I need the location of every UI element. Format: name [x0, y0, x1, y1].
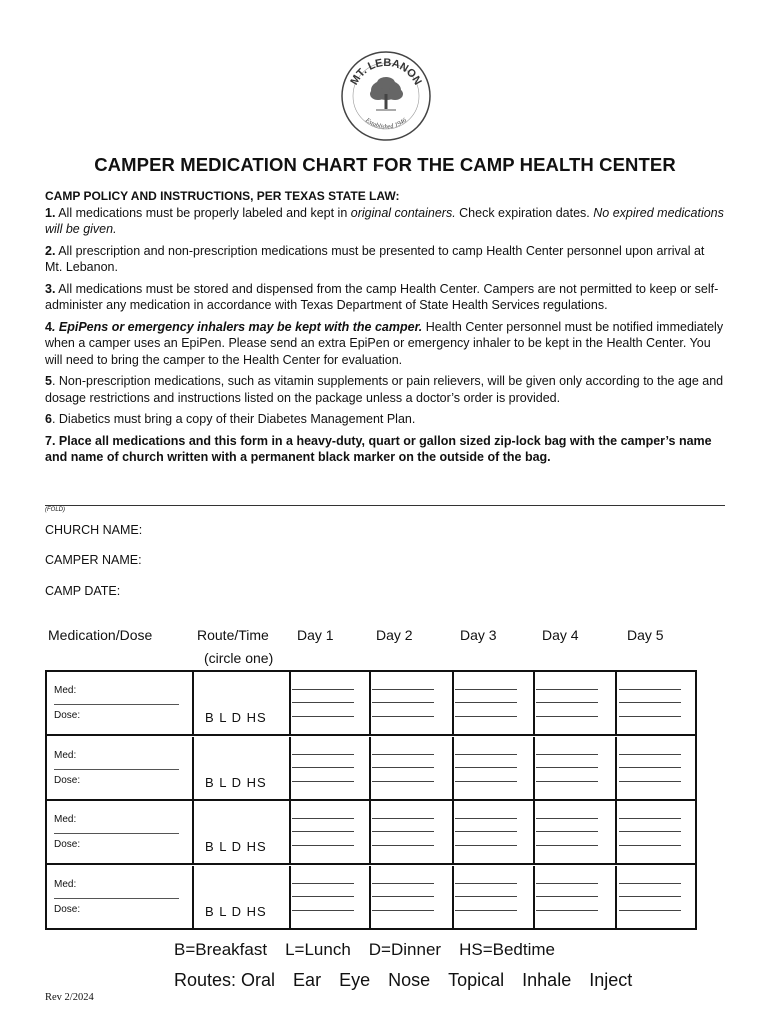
- cell-divider: [452, 866, 454, 930]
- policy-item-7: 7. Place all medications and this form in a heavy-duty, quart or gallon sized zip-lock bag with the camper’s name and name of church written with a permanent black marker on the outside of the bag.: [45, 433, 712, 464]
- route-eye: Eye: [339, 970, 371, 990]
- day-entry-line[interactable]: [536, 818, 598, 819]
- day-entry-line[interactable]: [536, 716, 598, 717]
- policy-item-number: 2.: [45, 243, 56, 258]
- policy-item-number: 4: [45, 319, 52, 334]
- day-entry-line[interactable]: [619, 716, 681, 717]
- dose-label: Dose:: [54, 710, 81, 721]
- day-entry-line[interactable]: [292, 818, 354, 819]
- cell-divider: [192, 672, 194, 734]
- day-entry-line[interactable]: [292, 845, 354, 846]
- day-entry-line[interactable]: [536, 702, 598, 703]
- col-header-day-3: Day 3: [460, 627, 497, 643]
- cell-divider: [615, 866, 617, 930]
- day-entry-line[interactable]: [455, 716, 517, 717]
- cell-divider: [369, 672, 371, 734]
- day-entry-line[interactable]: [536, 883, 598, 884]
- day-entry-line[interactable]: [455, 845, 517, 846]
- day-entry-line[interactable]: [455, 689, 517, 690]
- camp-logo: [340, 50, 432, 142]
- day-entry-line[interactable]: [619, 818, 681, 819]
- day-entry-line[interactable]: [372, 767, 434, 768]
- day-entry-line[interactable]: [455, 896, 517, 897]
- cell-divider: [615, 737, 617, 799]
- route-legend: [174, 970, 650, 991]
- time-options[interactable]: B L D HS: [205, 774, 267, 790]
- table-row: [47, 672, 695, 736]
- table-row: [47, 866, 695, 930]
- med-entry-line[interactable]: [54, 833, 179, 834]
- policy-item-5: 5. Non-prescription medications, such as vitamin supplements or pain relievers, will be given only according to the age and dosage restrictions and instructions listed on the package unless a doctor’s order is provided.: [45, 374, 724, 405]
- day-entry-line[interactable]: [455, 818, 517, 819]
- time-legend: [174, 940, 573, 960]
- fold-label: (FOLD): [45, 507, 65, 513]
- med-label: Med:: [54, 878, 77, 890]
- day-entry-line[interactable]: [455, 883, 517, 884]
- day-entry-line[interactable]: [619, 831, 681, 832]
- day-entry-line[interactable]: [372, 702, 434, 703]
- policy-item-1: 1. All medications must be properly labeled and kept in original containers. Check expiration dates. No expired medications will be given.: [45, 205, 724, 236]
- legend-lunch: L=Lunch: [285, 940, 351, 959]
- col-header-day-1: Day 1: [297, 627, 334, 643]
- cell-divider: [369, 737, 371, 799]
- day-entry-line[interactable]: [455, 831, 517, 832]
- day-entry-line[interactable]: [292, 781, 354, 782]
- col-header-day-4: Day 4: [542, 627, 579, 643]
- cell-divider: [289, 672, 291, 734]
- day-entry-line[interactable]: [292, 716, 354, 717]
- day-entry-line[interactable]: [372, 754, 434, 755]
- day-entry-line[interactable]: [455, 754, 517, 755]
- med-label: Med:: [54, 685, 77, 696]
- day-entry-line[interactable]: [372, 818, 434, 819]
- legend-bedtime: HS=Bedtime: [459, 940, 555, 959]
- cell-divider: [192, 737, 194, 799]
- cell-divider: [289, 801, 291, 863]
- dose-label: Dose:: [54, 774, 81, 786]
- cell-divider: [615, 672, 617, 734]
- day-entry-line[interactable]: [292, 910, 354, 911]
- med-label: Med:: [54, 749, 77, 761]
- cell-divider: [369, 801, 371, 863]
- cell-divider: [452, 737, 454, 799]
- day-entry-line[interactable]: [372, 781, 434, 782]
- camp-date-field[interactable]: CAMP DATE:: [45, 584, 121, 598]
- col-header-route-sub: (circle one): [204, 650, 274, 666]
- col-header-route: Route/Time: [197, 627, 269, 643]
- legend-breakfast: B=Breakfast: [174, 940, 268, 959]
- day-entry-line[interactable]: [455, 702, 517, 703]
- fold-divider: [45, 505, 725, 506]
- day-entry-line[interactable]: [619, 910, 681, 911]
- col-header-day-2: Day 2: [376, 627, 413, 643]
- day-entry-line[interactable]: [619, 754, 681, 755]
- day-entry-line[interactable]: [292, 883, 354, 884]
- policy-item-number: 3.: [45, 281, 56, 296]
- day-entry-line[interactable]: [372, 716, 434, 717]
- route-topical: Topical: [448, 970, 505, 990]
- day-entry-line[interactable]: [372, 910, 434, 911]
- day-entry-line[interactable]: [619, 896, 681, 897]
- policy-heading: CAMP POLICY AND INSTRUCTIONS, PER TEXAS STATE LAW:: [45, 189, 400, 203]
- day-entry-line[interactable]: [536, 689, 598, 690]
- table-row: [47, 737, 695, 801]
- day-entry-line[interactable]: [536, 910, 598, 911]
- day-entry-line[interactable]: [536, 831, 598, 832]
- dose-label: Dose:: [54, 903, 81, 915]
- cell-divider: [533, 801, 535, 863]
- policy-item-number: 7: [45, 433, 52, 448]
- day-entry-line[interactable]: [372, 831, 434, 832]
- time-options[interactable]: B L D HS: [205, 710, 267, 725]
- policy-item-3: 3. All medications must be stored and dispensed from the camp Health Center. Campers are not permitted to keep or self-administer any medication in accordance with Texas Department of State Health Services regulations.: [45, 281, 719, 312]
- col-header-day-5: Day 5: [627, 627, 664, 643]
- cell-divider: [452, 801, 454, 863]
- med-label: Med:: [54, 814, 77, 825]
- day-entry-line[interactable]: [372, 845, 434, 846]
- time-options[interactable]: B L D HS: [205, 839, 267, 854]
- church-name-field[interactable]: CHURCH NAME:: [45, 523, 143, 537]
- day-entry-line[interactable]: [455, 910, 517, 911]
- day-entry-line[interactable]: [292, 702, 354, 703]
- day-entry-line[interactable]: [292, 896, 354, 897]
- day-entry-line[interactable]: [536, 896, 598, 897]
- route-nose: Nose: [388, 970, 431, 990]
- legend-dinner: D=Dinner: [368, 940, 442, 959]
- policy-section: [45, 188, 725, 471]
- cell-divider: [615, 801, 617, 863]
- page-title: CAMPER MEDICATION CHART FOR THE CAMP HEALTH CENTER: [94, 154, 676, 175]
- day-entry-line[interactable]: [292, 831, 354, 832]
- policy-item-number: 1.: [45, 205, 56, 220]
- time-options[interactable]: B L D HS: [205, 903, 267, 919]
- day-entry-line[interactable]: [536, 781, 598, 782]
- route-ear: Ear: [293, 970, 322, 990]
- cell-divider: [533, 737, 535, 799]
- route-oral: Routes: Oral: [174, 970, 276, 990]
- day-entry-line[interactable]: [292, 689, 354, 690]
- cell-divider: [452, 672, 454, 734]
- policy-item-2: 2. All prescription and non-prescription medications must be presented to camp Health Center personnel upon arrival at Mt. Lebanon.: [45, 243, 705, 274]
- day-entry-line[interactable]: [455, 781, 517, 782]
- day-entry-line[interactable]: [619, 845, 681, 846]
- day-entry-line[interactable]: [619, 781, 681, 782]
- policy-item-number: 5: [45, 374, 52, 388]
- cell-divider: [289, 866, 291, 930]
- day-entry-line[interactable]: [619, 702, 681, 703]
- logo-bottom-text: Established 1946: [364, 116, 408, 131]
- day-entry-line[interactable]: [292, 767, 354, 768]
- cell-divider: [533, 672, 535, 734]
- day-entry-line[interactable]: [372, 689, 434, 690]
- cell-divider: [289, 737, 291, 799]
- policy-item-number: 6: [45, 412, 52, 426]
- day-entry-line[interactable]: [536, 845, 598, 846]
- cell-divider: [192, 866, 194, 930]
- cell-divider: [192, 801, 194, 863]
- cell-divider: [369, 866, 371, 930]
- med-entry-line[interactable]: [54, 704, 179, 705]
- tree-seal-icon: [340, 50, 432, 142]
- col-header-medication: Medication/Dose: [48, 627, 153, 643]
- day-entry-line[interactable]: [536, 754, 598, 755]
- day-entry-line[interactable]: [536, 767, 598, 768]
- logo-top-text: MT. LEBANON: [348, 56, 424, 88]
- day-entry-line[interactable]: [619, 767, 681, 768]
- dose-label: Dose:: [54, 839, 81, 850]
- medication-table: [45, 670, 697, 930]
- day-entry-line[interactable]: [619, 689, 681, 690]
- med-entry-line[interactable]: [54, 769, 179, 770]
- day-entry-line[interactable]: [372, 896, 434, 897]
- day-entry-line[interactable]: [372, 883, 434, 884]
- table-row: [47, 801, 695, 865]
- route-inhale: Inhale: [522, 970, 572, 990]
- policy-item-4: 4. EpiPens or emergency inhalers may be kept with the camper. Health Center personnel must be notified immediately when a camper uses an EpiPen. Please send an extra EpiPen or emergency inhaler to be kept in the Health Center. You will need to bring the camper to the Health Center for evaluation.: [45, 319, 724, 367]
- route-inject: Inject: [589, 970, 633, 990]
- camper-name-field[interactable]: CAMPER NAME:: [45, 553, 142, 567]
- day-entry-line[interactable]: [455, 767, 517, 768]
- policy-item-6: 6. Diabetics must bring a copy of their Diabetes Management Plan.: [45, 412, 416, 426]
- revision-label: Rev 2/2024: [45, 992, 94, 1003]
- day-entry-line[interactable]: [619, 883, 681, 884]
- day-entry-line[interactable]: [292, 754, 354, 755]
- med-entry-line[interactable]: [54, 898, 179, 899]
- cell-divider: [533, 866, 535, 930]
